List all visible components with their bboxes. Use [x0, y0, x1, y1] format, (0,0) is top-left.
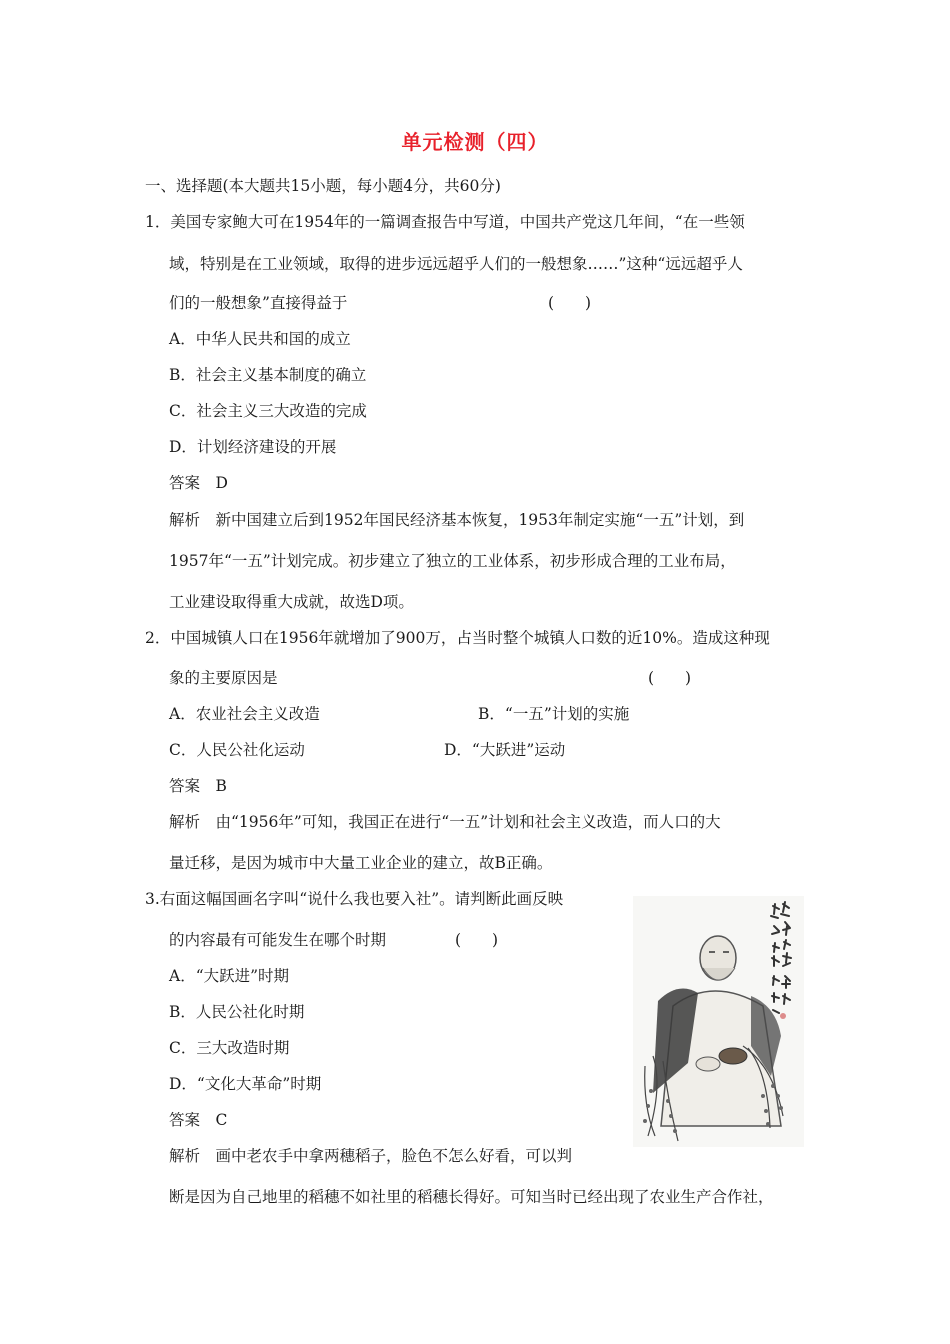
option-d: D．计划经济建设的开展	[169, 438, 337, 456]
question-1-line-3: 们的一般想象”直接得益于	[169, 294, 348, 312]
analysis-line-2: 断是因为自己地里的稻穗不如社里的稻穗长得好。可知当时已经出现了农业生产合作社，	[169, 1188, 774, 1206]
option-b: B．社会主义基本制度的确立	[169, 366, 367, 384]
question-1-line-2: 域，特别是在工业领域，取得的进步远远超乎人们的一般想象……”这种“远远超乎人	[169, 255, 743, 273]
option-c: C．人民公社化运动	[169, 741, 305, 759]
section-heading: 一、选择题(本大题共15小题，每小题4分，共60分)	[145, 177, 501, 195]
answer: 答案 C	[169, 1111, 228, 1129]
option-d: D．“文化大革命”时期	[169, 1075, 322, 1093]
option-a: A．“大跃进”时期	[169, 967, 290, 985]
analysis-line-1: 解析 由“1956年”可知，我国正在进行“一五”计划和社会主义改造，而人口的大	[169, 813, 721, 831]
ink-painting-image	[633, 896, 804, 1147]
analysis-line-3: 工业建设取得重大成就，故选D项。	[169, 593, 414, 611]
analysis-line-1: 解析 画中老农手中拿两穗稻子，脸色不怎么好看，可以判	[169, 1147, 573, 1165]
analysis-line-2: 量迁移，是因为城市中大量工业企业的建立，故B正确。	[169, 854, 553, 872]
question-2-line-1: 2．中国城镇人口在1956年就增加了900万，占当时整个城镇人口数的近10%。造成这种现	[145, 629, 770, 647]
answer: 答案 B	[169, 777, 227, 795]
answer: 答案 D	[169, 474, 228, 492]
answer-blank: ( )	[648, 669, 692, 687]
option-a: A．农业社会主义改造	[169, 705, 320, 723]
question-2-line-2: 象的主要原因是	[169, 669, 278, 687]
page-title: 单元检测（四）	[401, 130, 549, 154]
analysis-line-1: 解析 新中国建立后到1952年国民经济基本恢复，1953年制定实施“一五”计划，到	[169, 511, 745, 529]
option-b: B．“一五”计划的实施	[478, 705, 630, 723]
question-3-line-1: 3.右面这幅国画名字叫“说什么我也要入社”。请判断此画反映	[145, 890, 564, 908]
question-1-line-1: 1．美国专家鲍大可在1954年的一篇调查报告中写道，中国共产党这几年间，“在一些领	[145, 213, 745, 231]
option-c: C．社会主义三大改造的完成	[169, 402, 367, 420]
option-b: B．人民公社化时期	[169, 1003, 305, 1021]
option-d: D．“大跃进”运动	[444, 741, 566, 759]
option-c: C．三大改造时期	[169, 1039, 290, 1057]
question-3-line-2: 的内容最有可能发生在哪个时期	[169, 931, 387, 949]
analysis-line-2: 1957年“一五”计划完成。初步建立了独立的工业体系，初步形成合理的工业布局，	[169, 552, 736, 570]
option-a: A．中华人民共和国的成立	[169, 330, 351, 348]
answer-blank: ( )	[455, 931, 499, 949]
answer-blank: ( )	[548, 294, 592, 312]
